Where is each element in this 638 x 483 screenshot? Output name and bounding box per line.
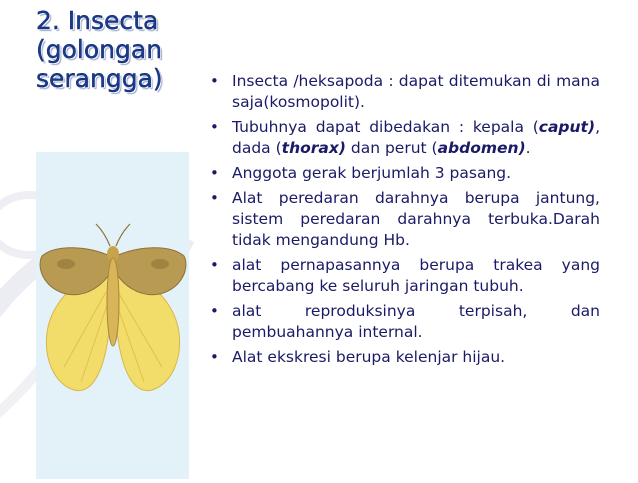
bullet-list	[210, 71, 600, 368]
bullet-icon: •	[210, 164, 219, 182]
term-caput: caput)	[538, 118, 596, 136]
list-item: • Alat ekskresi berupa kelenjar hijau.	[210, 348, 506, 366]
title-line-2: (golongan	[36, 35, 163, 64]
title-line-3: serangga)	[36, 64, 163, 93]
list-item: • Anggota gerak berjumlah 3 pasang.	[210, 164, 512, 182]
moth-photo	[36, 152, 189, 479]
term-abdomen: abdomen)	[437, 139, 526, 157]
list-item: • Alat peredaran darahnya berupa jantung, sistem peredaran darahnya terbuka.Darah tidak mengandung Hb.	[210, 189, 600, 249]
bullet-icon: •	[210, 348, 219, 366]
list-item: • alat pernapasannya berupa trakea yang bercabang ke seluruh jaringan tubuh.	[210, 256, 600, 295]
bullet-icon: •	[210, 256, 219, 274]
bullet-icon: •	[210, 189, 219, 207]
title-line-1: 2. Insecta	[36, 6, 159, 35]
term-thorax: thorax)	[281, 139, 346, 157]
bullet-icon: •	[210, 302, 219, 320]
slide-title	[36, 6, 163, 93]
bullet-icon: •	[210, 118, 219, 136]
list-item: • alat reproduksinya terpisah, dan pembuahannya internal.	[210, 302, 600, 341]
list-item: • Tubuhnya dapat dibedakan : kepala (caput), dada (thorax) dan perut (abdomen).	[210, 118, 600, 157]
bullet-list-panel	[210, 71, 600, 372]
moth-illustration	[36, 152, 189, 479]
list-item: • Insecta /heksapoda : dapat ditemukan di mana saja(kosmopolit).	[210, 72, 600, 111]
bullet-icon: •	[210, 72, 219, 90]
